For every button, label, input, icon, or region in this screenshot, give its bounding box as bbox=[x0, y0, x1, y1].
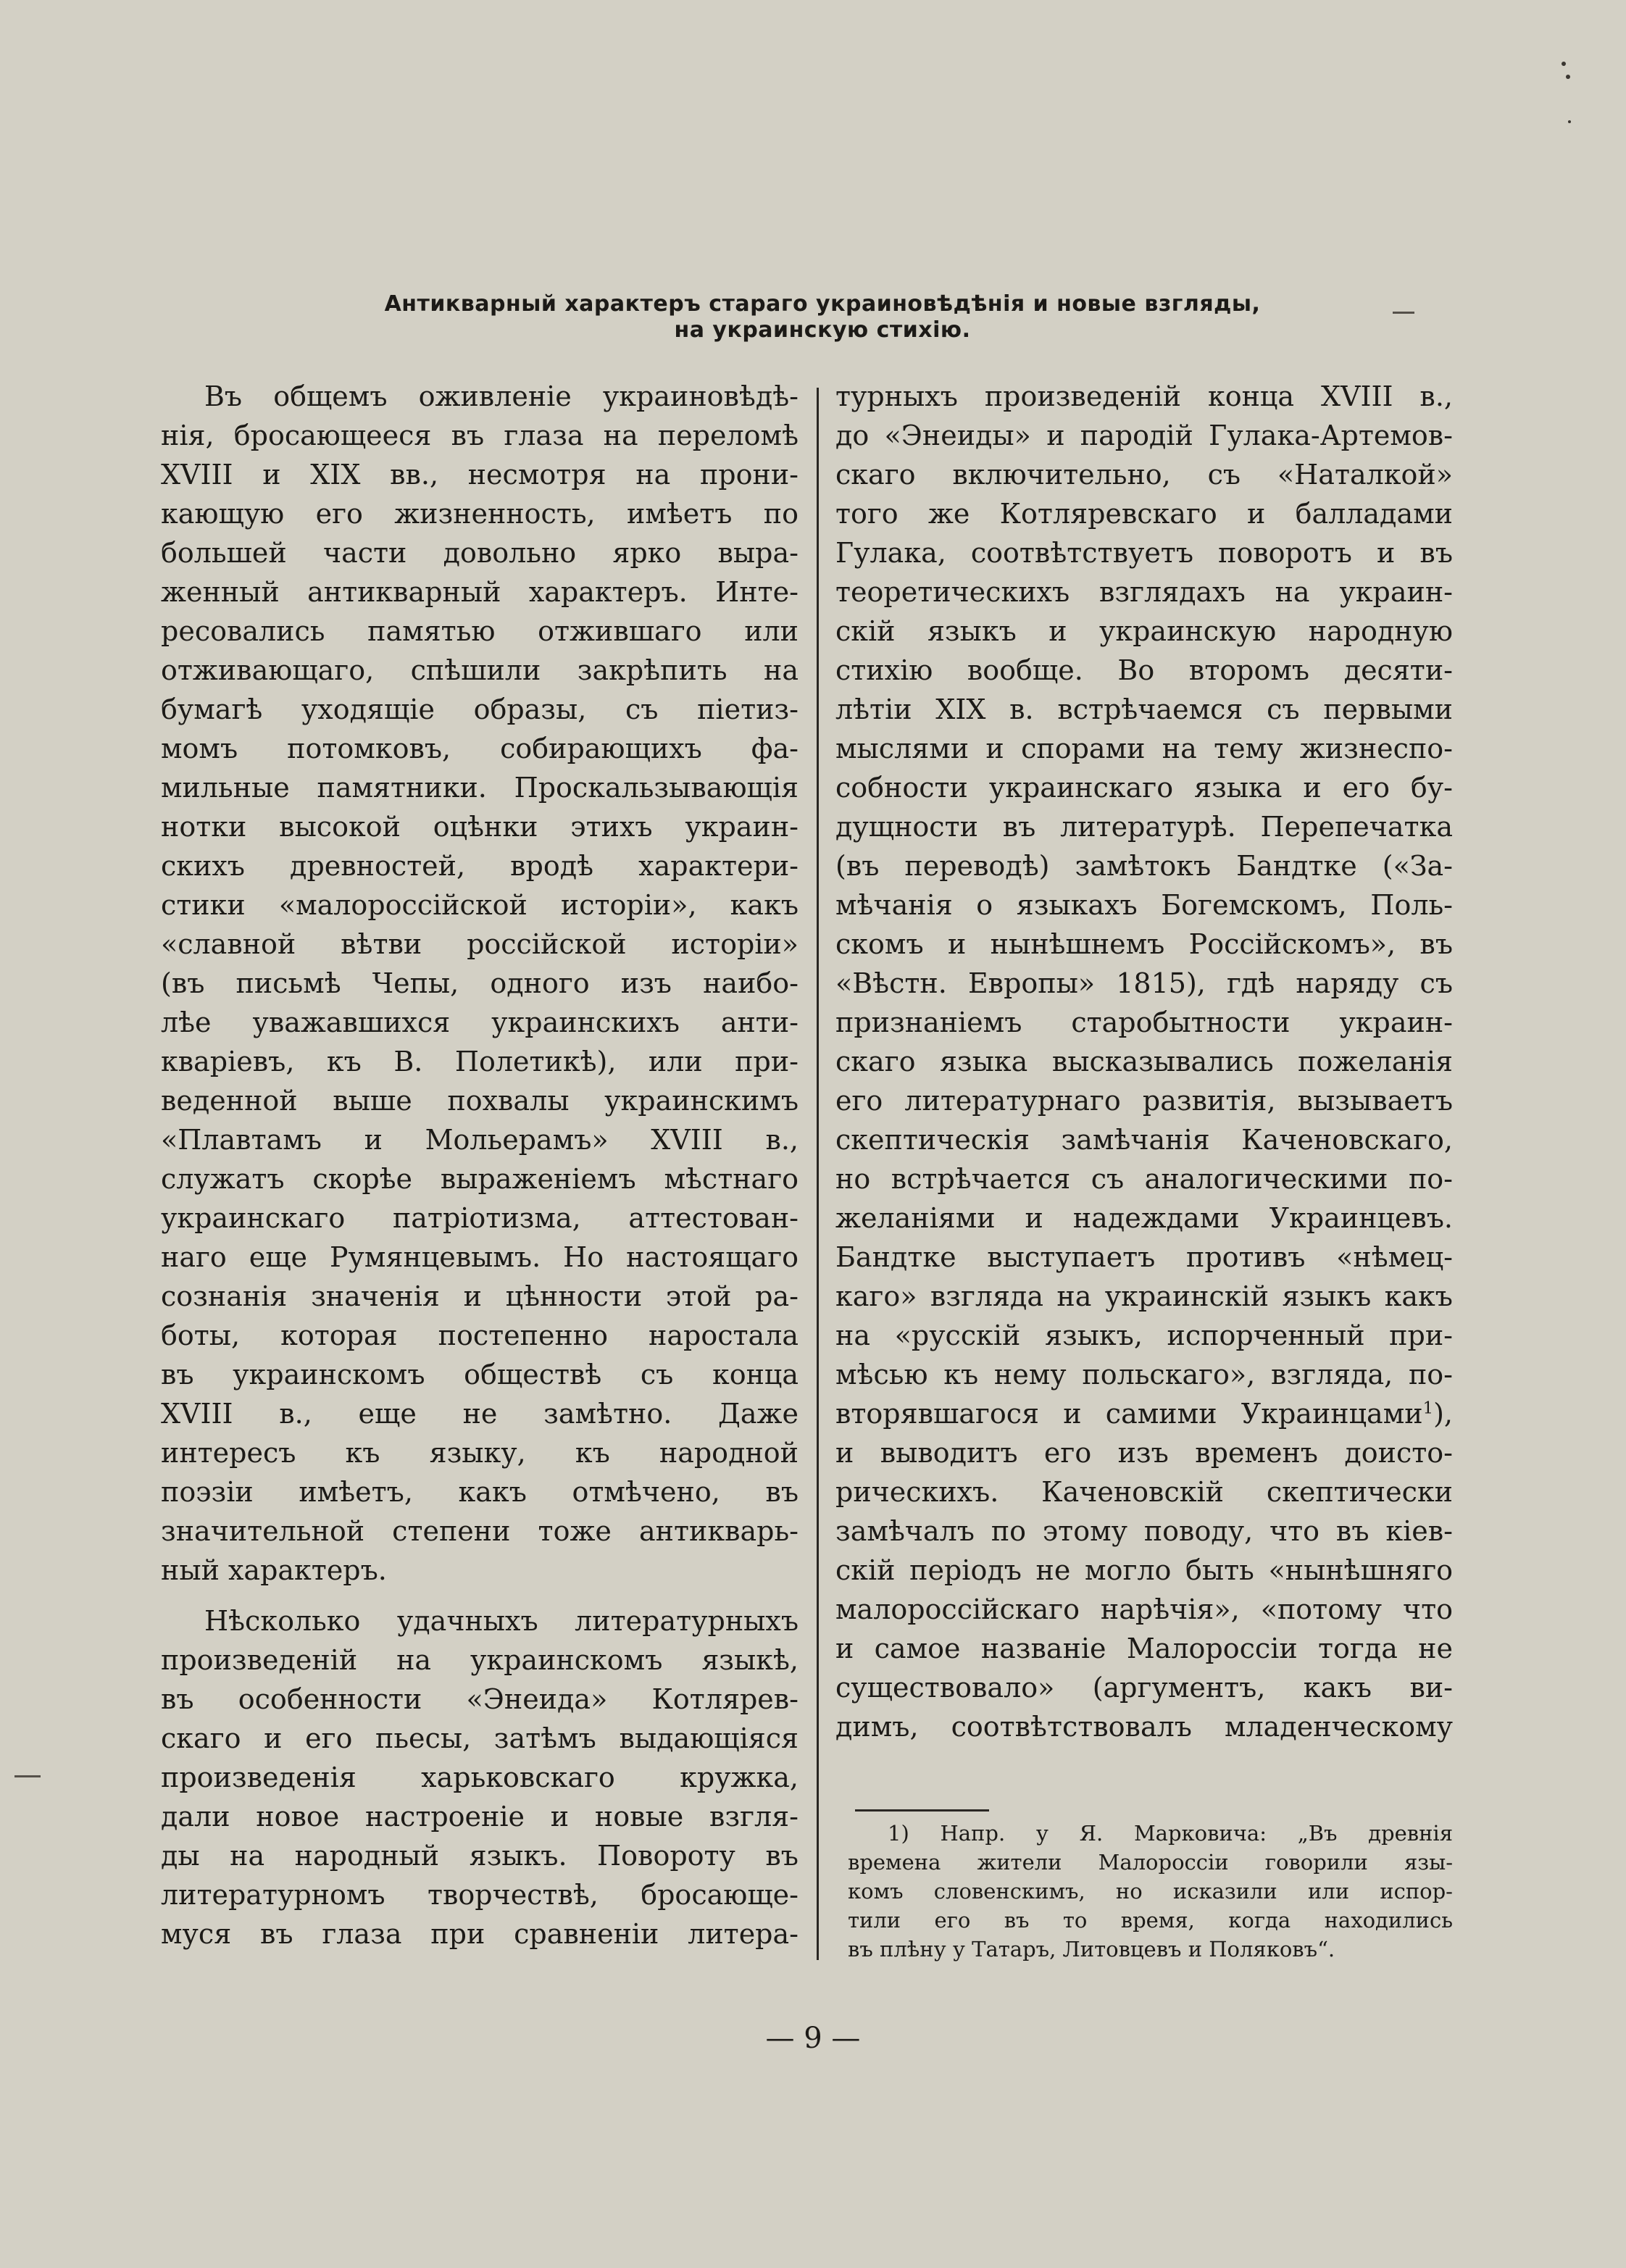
text-line: «Вѣстн. Европы» 1815), гдѣ наряду съ bbox=[835, 967, 1453, 999]
text-line: (въ переводѣ) замѣтокъ Бандтке («За- bbox=[835, 850, 1453, 882]
paper-speck bbox=[14, 1775, 41, 1777]
text-line: теоретическихъ взглядахъ на украин- bbox=[835, 576, 1453, 608]
text-line-part: вторявшагося и самими Украинцами bbox=[835, 1398, 1423, 1430]
text-line: каго» взгляда на украинскій языкъ какъ bbox=[835, 1280, 1453, 1312]
text-line: наго еще Румянцевымъ. Но настоящаго bbox=[161, 1241, 799, 1273]
text-line: турныхъ произведеній конца XVIII в., bbox=[835, 380, 1453, 412]
text-line: скій періодъ не могло быть «нынѣшняго bbox=[835, 1554, 1453, 1586]
text-line: въ особенности «Энеида» Котлярев- bbox=[161, 1683, 799, 1715]
text-line: рическихъ. Каченовскій скептически bbox=[835, 1476, 1453, 1508]
text-line: произведенія харьковскаго кружка, bbox=[161, 1762, 799, 1793]
section-heading bbox=[188, 291, 1456, 343]
left-text-column bbox=[161, 377, 799, 1954]
section-heading-line-2: на украинскую стихію. bbox=[674, 317, 971, 343]
paragraph-gap bbox=[161, 1590, 799, 1601]
page-number: — 9 — bbox=[765, 2022, 861, 2055]
paper-speck bbox=[1562, 62, 1566, 66]
text-line: «славной вѣтви россійской исторіи» bbox=[161, 928, 799, 960]
text-line: скаго языка высказывались пожеланія bbox=[835, 1046, 1453, 1077]
text-line: момъ потомковъ, собирающихъ фа- bbox=[161, 733, 799, 764]
text-line: отживающаго, спѣшили закрѣпить на bbox=[161, 654, 799, 686]
text-line: собности украинскаго языка и его бу- bbox=[835, 772, 1453, 804]
text-line: поэзіи имѣетъ, какъ отмѣчено, въ bbox=[161, 1476, 799, 1508]
text-line: стики «малороссійской исторіи», какъ bbox=[161, 889, 799, 921]
text-line: ды на народный языкъ. Повороту въ bbox=[161, 1840, 799, 1872]
text-line: нія, бросающееся въ глаза на переломѣ bbox=[161, 420, 799, 451]
text-line: Гулака, соотвѣтствуетъ поворотъ и въ bbox=[835, 537, 1453, 569]
text-line: существовало» (аргументъ, какъ ви- bbox=[835, 1672, 1453, 1704]
text-line: ный характеръ. bbox=[161, 1554, 387, 1586]
text-line: и самое названіе Малороссіи тогда не bbox=[835, 1633, 1453, 1664]
text-line-with-footnote bbox=[835, 1394, 1453, 1433]
text-line: дали новое настроеніе и новые взгля- bbox=[161, 1801, 799, 1833]
text-line: бумагѣ уходящіе образы, съ піетиз- bbox=[161, 693, 799, 725]
text-line-part: ), bbox=[1433, 1398, 1453, 1430]
footnote-line: комъ словенскимъ, но исказили или испор- bbox=[848, 1879, 1453, 1904]
footnote-line: тили его въ то время, когда находились bbox=[848, 1908, 1453, 1933]
text-line: скептическія замѣчанія Каченовскаго, bbox=[835, 1124, 1453, 1156]
text-line: интересъ къ языку, къ народной bbox=[161, 1437, 799, 1469]
text-line: скомъ и нынѣшнемъ Россійскомъ», въ bbox=[835, 928, 1453, 960]
text-line: служатъ скорѣе выраженіемъ мѣстнаго bbox=[161, 1163, 799, 1195]
text-line: Бандтке выступаетъ противъ «нѣмец- bbox=[835, 1241, 1453, 1273]
text-line: кваріевъ, къ В. Полетикѣ), или при- bbox=[161, 1046, 799, 1077]
text-line: лѣе уважавшихся украинскихъ анти- bbox=[161, 1006, 799, 1038]
text-line: XVIII в., еще не замѣтно. Даже bbox=[161, 1398, 799, 1430]
text-line: мѣсью къ нему польскаго», взгляда, по- bbox=[835, 1359, 1453, 1391]
text-line: мильные памятники. Проскальзывающія bbox=[161, 772, 799, 804]
text-line: (въ письмѣ Чепы, одного изъ наибо- bbox=[161, 967, 799, 999]
text-line: женный антикварный характеръ. Инте- bbox=[161, 576, 799, 608]
text-line: боты, которая постепенно наростала bbox=[161, 1319, 799, 1351]
text-line: замѣчалъ по этому поводу, что въ кіев- bbox=[835, 1515, 1453, 1547]
text-line: его литературнаго развитія, вызываетъ bbox=[835, 1085, 1453, 1117]
text-line: въ украинскомъ обществѣ съ конца bbox=[161, 1359, 799, 1391]
text-line: лѣтіи XIX в. встрѣчаемся съ первыми bbox=[835, 693, 1453, 725]
footnote-line: въ плѣну у Татаръ, Литовцевъ и Поляковъ“. bbox=[848, 1937, 1335, 1961]
text-line: скихъ древностей, вродѣ характери- bbox=[161, 850, 799, 882]
paper-speck bbox=[1566, 75, 1570, 79]
text-line: Въ общемъ оживленіе украиновѣдѣ- bbox=[204, 380, 799, 412]
section-heading-line-1: Антикварный характеръ стараго украиновѣдѣнія и новые взгляды, bbox=[384, 291, 1261, 317]
text-line: признаніемъ старобытности украин- bbox=[835, 1006, 1453, 1038]
text-line: желаніями и надеждами Украинцевъ. bbox=[835, 1202, 1453, 1234]
text-line: на «русскій языкъ, испорченный при- bbox=[835, 1319, 1453, 1351]
footnote-marker: 1) bbox=[888, 1821, 909, 1846]
text-line: скаго и его пьесы, затѣмъ выдающіяся bbox=[161, 1722, 799, 1754]
text-line: скаго включительно, съ «Наталкой» bbox=[835, 459, 1453, 491]
text-line: скій языкъ и украинскую народную bbox=[835, 615, 1453, 647]
footnote-line: времена жители Малороссіи говорили язы- bbox=[848, 1850, 1453, 1875]
text-line: литературномъ творчествѣ, бросающе- bbox=[161, 1879, 799, 1911]
footnote-separator bbox=[855, 1809, 989, 1812]
text-line: кающую его жизненность, имѣетъ по bbox=[161, 498, 799, 530]
text-line: нотки высокой оцѣнки этихъ украин- bbox=[161, 811, 799, 843]
footnote-reference: 1 bbox=[1422, 1398, 1434, 1418]
text-line: украинскаго патріотизма, аттестован- bbox=[161, 1202, 799, 1234]
text-line: «Плавтамъ и Мольерамъ» XVIII в., bbox=[161, 1124, 799, 1156]
text-line: димъ, соотвѣтствовалъ младенческому bbox=[835, 1711, 1453, 1743]
text-line: большей части довольно ярко выра- bbox=[161, 537, 799, 569]
text-line: ресовались памятью отжившаго или bbox=[161, 615, 799, 647]
text-line: мѣчанія о языкахъ Богемскомъ, Поль- bbox=[835, 889, 1453, 921]
text-line: малороссійскаго нарѣчія», «потому что bbox=[835, 1593, 1453, 1625]
text-line: того же Котляревскаго и балладами bbox=[835, 498, 1453, 530]
text-line: до «Энеиды» и пародій Гулака-Артемов- bbox=[835, 420, 1453, 451]
paper-speck bbox=[1568, 120, 1571, 123]
text-line: XVIII и XIX вв., несмотря на прони- bbox=[161, 459, 799, 491]
footnote-line bbox=[848, 1819, 1453, 1848]
right-text-column bbox=[835, 377, 1453, 1746]
column-divider bbox=[817, 388, 819, 1960]
text-line: мыслями и спорами на тему жизнеспо- bbox=[835, 733, 1453, 764]
text-line: муся въ глаза при сравненіи литера- bbox=[161, 1918, 799, 1950]
text-line: Нѣсколько удачныхъ литературныхъ bbox=[204, 1605, 799, 1637]
text-line: но встрѣчается съ аналогическими по- bbox=[835, 1163, 1453, 1195]
text-line: сознанія значенія и цѣнности этой ра- bbox=[161, 1280, 799, 1312]
footnote bbox=[848, 1819, 1453, 1964]
footnote-text: Напр. у Я. Марковича: „Въ древнія bbox=[940, 1821, 1453, 1846]
text-line: стихію вообще. Во второмъ десяти- bbox=[835, 654, 1453, 686]
text-line: произведеній на украинскомъ языкѣ, bbox=[161, 1644, 799, 1676]
text-line: дущности въ литературѣ. Перепечатка bbox=[835, 811, 1453, 843]
text-line: веденной выше похвалы украинскимъ bbox=[161, 1085, 799, 1117]
text-line: и выводитъ его изъ временъ доисто- bbox=[835, 1437, 1453, 1469]
text-line: значительной степени тоже антикварь- bbox=[161, 1515, 799, 1547]
